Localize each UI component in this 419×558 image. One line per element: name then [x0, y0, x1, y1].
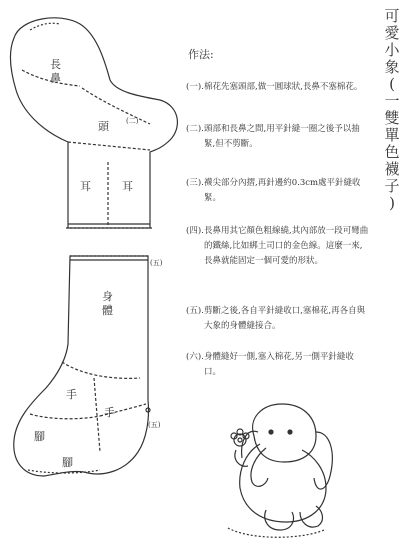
step-text: 長鼻用其它顏色粗線繞,其內部放一段可彎曲的鐵絲,比如綁土司口的金色線。這麼一來,長鼻就能固定一個可愛的形狀。	[204, 226, 369, 266]
step-text: 棉花先塞頭部,做一圓球狀,長鼻不塞棉花。	[204, 82, 363, 92]
label-ear-left: 耳	[80, 180, 91, 193]
step-number: (六).	[186, 352, 204, 362]
title-char: )	[389, 194, 395, 212]
title-char: 愛	[384, 24, 400, 42]
title-char: 單	[384, 126, 400, 144]
title-char: 襪	[384, 160, 400, 178]
title-char: (	[389, 75, 395, 93]
label-hand-right: 手	[104, 406, 115, 419]
step-text: 頭部和長鼻之間,用平針縫一圈之後予以抽緊,但不剪斷。	[204, 124, 360, 149]
label-body: 身體	[102, 290, 113, 317]
label-ear-right: 耳	[122, 180, 133, 193]
step-4	[186, 224, 370, 269]
label-hand-left: 手	[66, 388, 77, 401]
elephant-drawing	[228, 404, 332, 537]
step-2	[186, 122, 370, 152]
label-head: 頭	[98, 120, 109, 133]
marker-step-5: (五)	[150, 259, 163, 267]
label-foot-right: 腳	[62, 456, 73, 469]
label-foot-left: 腳	[34, 430, 45, 443]
title-char: 一	[384, 92, 400, 110]
step-number: (四).	[186, 226, 204, 236]
step-5	[186, 304, 370, 334]
title-char: 小	[384, 41, 400, 59]
title-char: 象	[384, 58, 400, 76]
marker-step-5b: (五)	[148, 421, 161, 429]
step-1	[186, 80, 370, 95]
label-nose: 長鼻	[50, 58, 61, 85]
title-char: 雙	[384, 109, 400, 127]
step-3	[186, 176, 370, 206]
title-char: 色	[384, 143, 400, 161]
step-number: (五).	[186, 306, 204, 316]
marker-step-2: (二)	[126, 117, 139, 125]
step-text: 身體縫好一側,塞入棉花,另一側平針縫收口。	[204, 352, 354, 377]
page-title	[382, 8, 402, 212]
title-char: 子	[384, 177, 400, 195]
step-text: 剪斷之後,各自平針縫收口,塞棉花,再各自與大象的身體縫接合。	[204, 306, 366, 331]
upper-sock-drawing	[10, 18, 177, 228]
step-6	[186, 350, 370, 380]
instructions-heading: 作法:	[188, 48, 214, 61]
step-number: (二).	[186, 124, 204, 134]
step-text: 襪尖部分內摺,再針邊約0.3cm處平針縫收緊。	[204, 178, 361, 203]
step-number: (三).	[186, 178, 204, 188]
step-number: (一).	[186, 82, 204, 92]
title-char: 可	[384, 7, 400, 25]
